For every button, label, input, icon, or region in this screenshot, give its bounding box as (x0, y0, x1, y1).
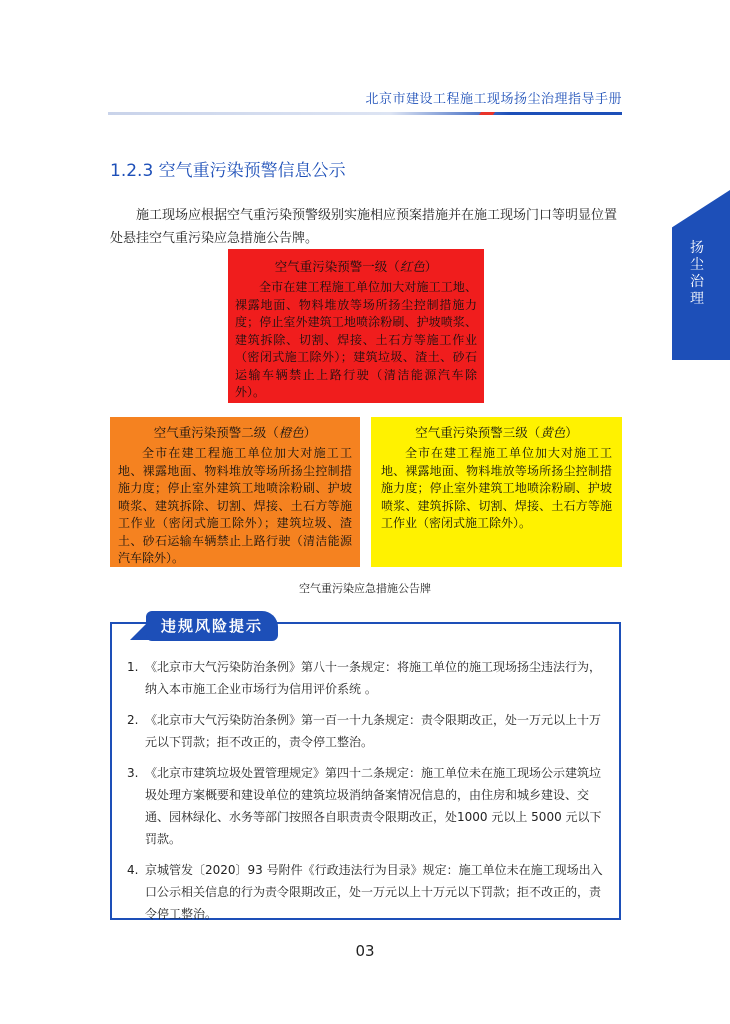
figure-caption: 空气重污染应急措施公告牌 (299, 582, 431, 595)
alert-level-2-title: 空气重污染预警二级（橙色） (153, 425, 317, 440)
header-rule-accent (479, 112, 495, 115)
risk-item: 2. 《北京市大气污染防治条例》第一百一十九条规定：责令限期改正，处一万元以上十万元以下罚款；拒不改正的，责令停工整治。 (127, 713, 602, 749)
alert-level-1-title: 空气重污染预警一级（红色） (274, 259, 438, 274)
section-heading: 1.2.3 空气重污染预警信息公示 (110, 161, 346, 181)
alert-level-1-body: 全市在建工程施工单位加大对施工工地、裸露地面、物料堆放等场所扬尘控制措施力度；停止室外建筑工地喷涂粉刷、护坡喷浆、建筑拆除、切割、焊接、土石方等施工作业（密闭式施工除外）；建筑垃圾、渣土、砂石运输车辆禁止上路行驶（清洁能源汽车除外）。 (235, 280, 477, 399)
alert-level-3-title: 空气重污染预警三级（黄色） (415, 425, 578, 440)
alert-level-2-orange (110, 417, 360, 567)
header-rule (108, 112, 622, 115)
risk-list (127, 656, 605, 934)
alert-level-3-body: 全市在建工程施工单位加大对施工工地、裸露地面、物料堆放等场所扬尘控制措施力度；停止室外建筑工地喷涂粉刷、护坡喷浆、建筑拆除、切割、焊接、土石方等施工作业（密闭式施工除外）。 (381, 446, 612, 530)
risk-notice-title: 违规风险提示 (146, 611, 278, 641)
chapter-side-tab-label: 扬 尘 治 理 (690, 240, 704, 307)
risk-item: 3. 《北京市建筑垃圾处置管理规定》第四十二条规定：施工单位未在施工现场公示建筑垃圾处理方案概要和建设单位的建筑垃圾消纳备案情况信息的，由住房和城乡建设、交通、园林绿化、水务等部门按照各自职责责令限期改正，处1000 元以上 5000 元以下罚款。 (127, 766, 602, 846)
risk-item: 4. 京城管发〔2020〕93 号附件《行政违法行为目录》规定：施工单位未在施工现场出入口公示相关信息的行为责令限期改正，处一万元以上十万元以下罚款；拒不改正的，责令停工整治。 (127, 863, 603, 921)
alert-level-1-red (228, 249, 484, 403)
page-number: 03 (355, 942, 375, 960)
alert-level-2-body: 全市在建工程施工单位加大对施工工地、裸露地面、物料堆放等场所扬尘控制措施力度；停止室外建筑工地喷涂粉刷、护坡喷浆、建筑拆除、切割、焊接、土石方等施工作业（密闭式施工除外）；建筑垃圾、渣土、砂石运输车辆禁止上路行驶（清洁能源汽车除外）。 (118, 446, 352, 565)
alert-level-3-yellow (371, 417, 622, 567)
intro-paragraph: 施工现场应根据空气重污染预警级别实施相应预案措施并在施工现场门口等明显位置处悬挂空气重污染应急措施公告牌。 (110, 208, 618, 246)
running-header-title: 北京市建设工程施工现场扬尘治理指导手册 (365, 92, 622, 107)
risk-item: 1. 《北京市大气污染防治条例》第八十一条规定：将施工单位的施工现场扬尘违法行为，纳入本市施工企业市场行为信用评价系统 。 (127, 660, 602, 696)
